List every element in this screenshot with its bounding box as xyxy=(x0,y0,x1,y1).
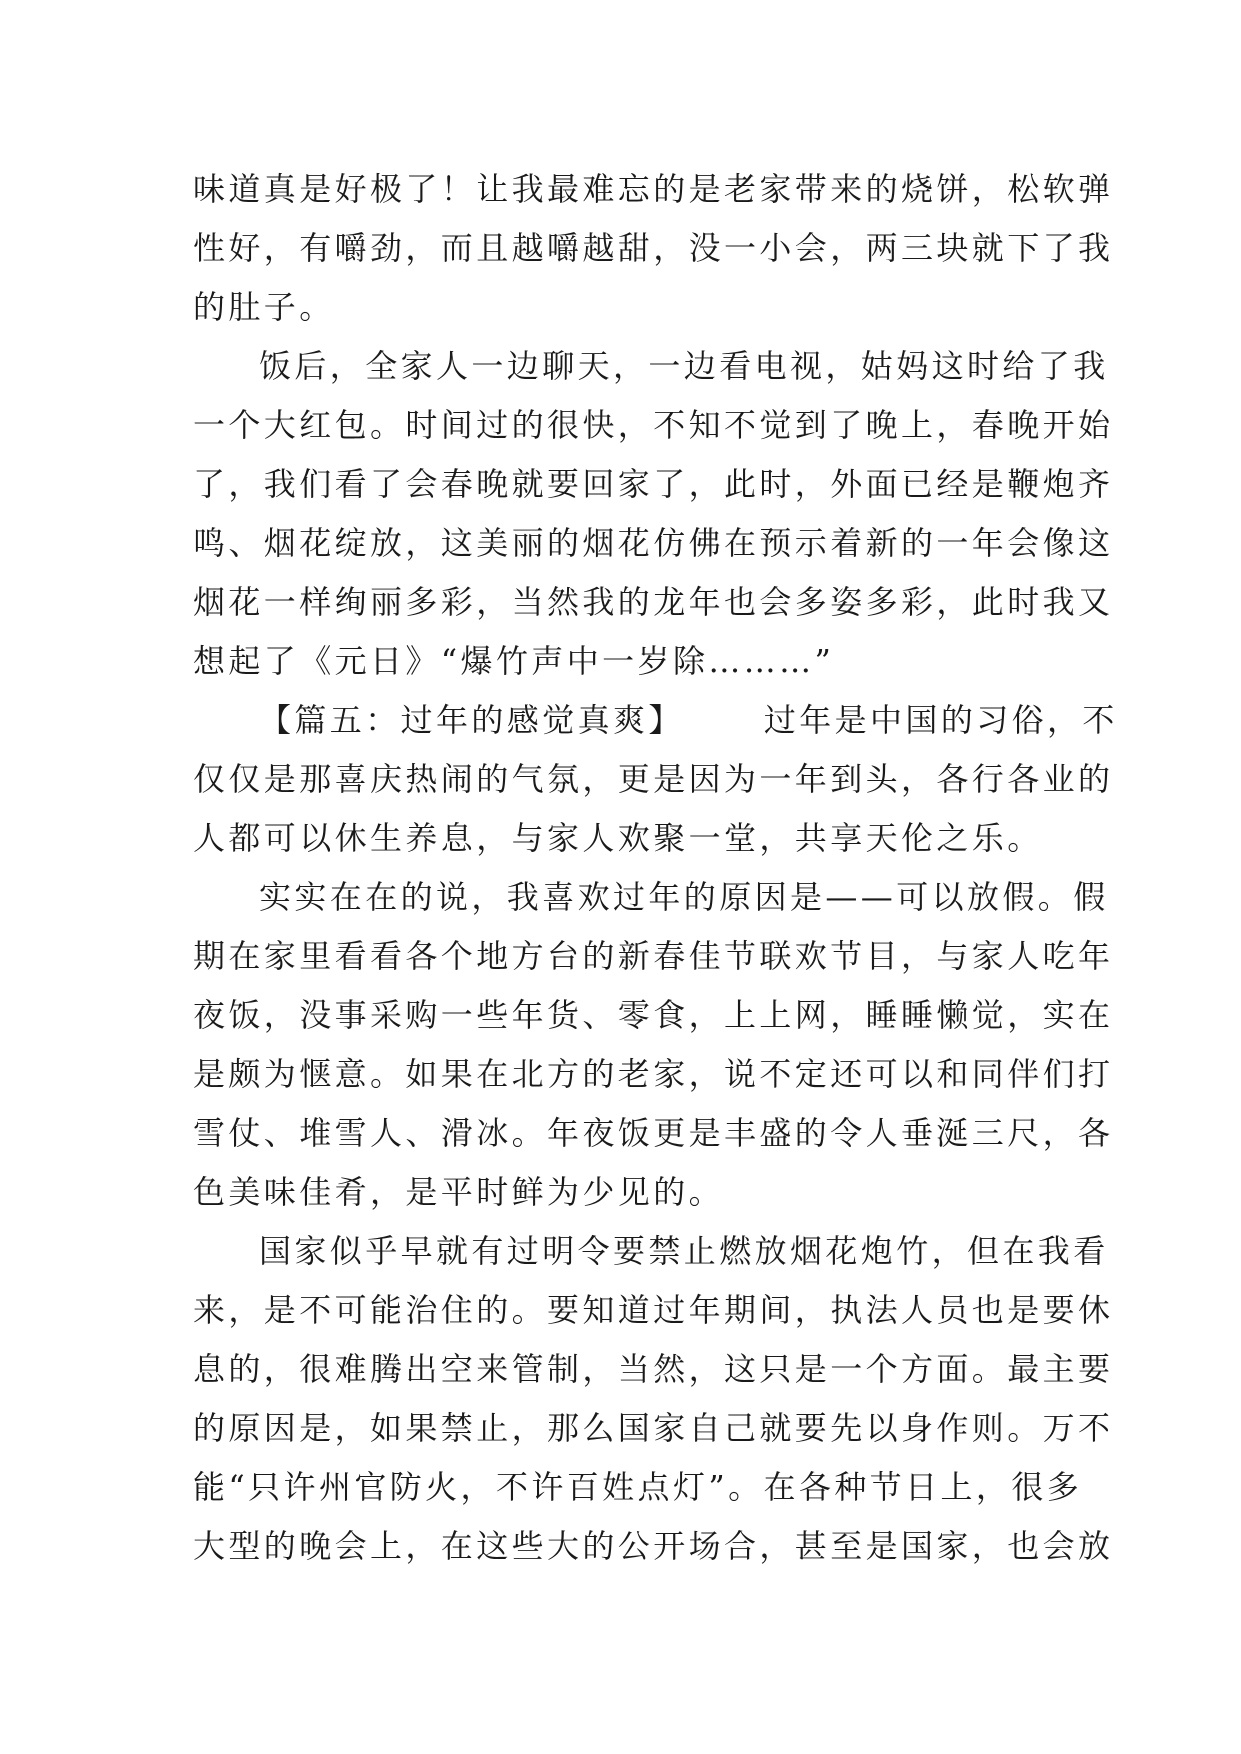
text-line: 来，是不可能治住的。要知道过年期间，执法人员也是要休 xyxy=(193,1291,1114,1329)
text-line: 一个大红包。时间过的很快，不知不觉到了晚上，春晚开始 xyxy=(193,406,1114,444)
text-line: 鸣、烟花绽放，这美丽的烟花仿佛在预示着新的一年会像这 xyxy=(193,524,1114,562)
paragraph-start-line: 国家似乎早就有过明令要禁止燃放烟花炮竹，但在我看 xyxy=(259,1232,1109,1270)
text-line: 期在家里看看各个地方台的新春佳节联欢节目，与家人吃年 xyxy=(193,937,1114,975)
text-line: 想起了《元日》“爆竹声中一岁除………” xyxy=(193,642,835,680)
text-line: 夜饭，没事采购一些年货、零食，上上网，睡睡懒觉，实在 xyxy=(193,996,1114,1034)
section-heading-line xyxy=(193,691,1118,750)
text-line: 息的，很难腾出空来管制，当然，这只是一个方面。最主要 xyxy=(193,1350,1114,1388)
text-line: 雪仗、堆雪人、滑冰。年夜饭更是丰盛的令人垂涎三尺，各 xyxy=(193,1114,1114,1152)
text-line: 大型的晚会上，在这些大的公开场合，甚至是国家，也会放 xyxy=(193,1527,1114,1565)
text-line: 了，我们看了会春晚就要回家了，此时，外面已经是鞭炮齐 xyxy=(193,465,1114,503)
section-heading: 【篇五：过年的感觉真爽】 xyxy=(259,701,684,739)
text-line: 色美味佳肴，是平时鲜为少见的。 xyxy=(193,1173,725,1211)
text-line: 的原因是，如果禁止，那么国家自己就要先以身作则。万不 xyxy=(193,1409,1114,1447)
text-line: 仅仅是那喜庆热闹的气氛，更是因为一年到头，各行各业的 xyxy=(193,760,1114,798)
text-line: 人都可以休生养息，与家人欢聚一堂，共享天伦之乐。 xyxy=(193,819,1043,857)
text-line: 的肚子。 xyxy=(193,288,335,326)
text-line: 烟花一样绚丽多彩，当然我的龙年也会多姿多彩，此时我又 xyxy=(193,583,1114,621)
text-line: 能“只许州官防火，不许百姓点灯”。在各种节日上，很多 xyxy=(193,1468,1083,1506)
paragraph-start-line: 实实在在的说，我喜欢过年的原因是——可以放假。假 xyxy=(259,878,1109,916)
text-line: 性好，有嚼劲，而且越嚼越甜，没一小会，两三块就下了我 xyxy=(193,229,1114,267)
text-line: 是颇为惬意。如果在北方的老家，说不定还可以和同伴们打 xyxy=(193,1055,1114,1093)
paragraph-start-line: 饭后，全家人一边聊天，一边看电视，姑妈这时给了我 xyxy=(259,347,1109,385)
text-line: 味道真是好极了！让我最难忘的是老家带来的烧饼，松软弹 xyxy=(193,170,1114,208)
section-heading-tail: 过年是中国的习俗，不 xyxy=(763,701,1118,739)
body-text xyxy=(193,160,1118,1576)
